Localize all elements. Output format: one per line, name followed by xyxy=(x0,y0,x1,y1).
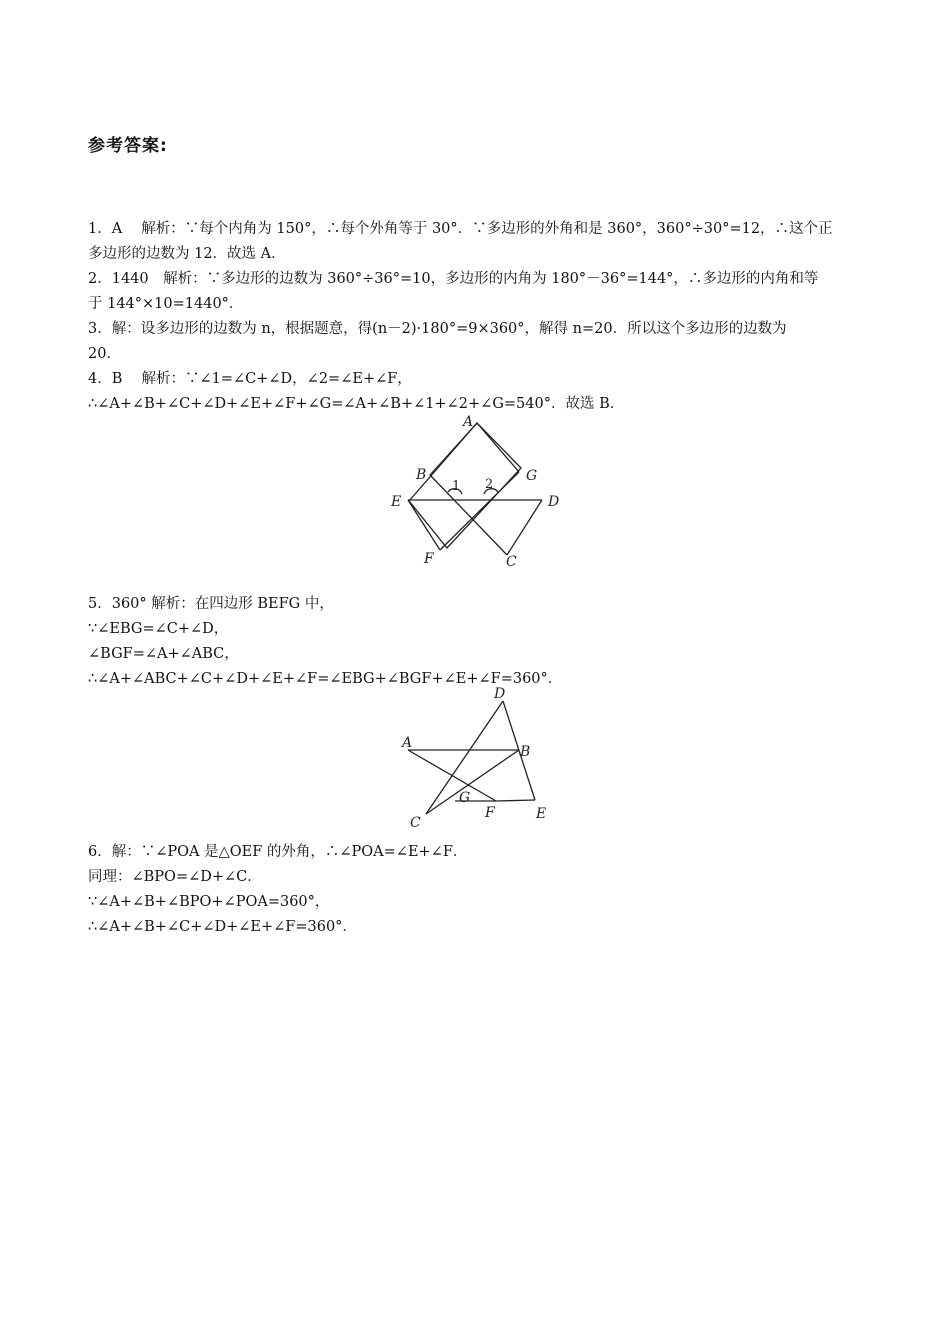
figure-2-star-diagram xyxy=(395,682,560,832)
fig1-label-C: C xyxy=(506,554,517,570)
fig1-label-A: A xyxy=(463,414,474,430)
fig2-label-A: A xyxy=(402,735,413,751)
answer-5-line-1: 5．360° 解析：在四边形 BEFG 中， xyxy=(88,596,334,612)
answer-6-line-4: ∴∠A+∠B+∠C+∠D+∠E+∠F=360°． xyxy=(88,919,357,935)
fig2-label-G: G xyxy=(459,790,471,806)
answer-3-line-2: 20． xyxy=(88,346,121,362)
fig2-label-C: C xyxy=(410,815,421,831)
answer-3-line-1: 3．解：设多边形的边数为 n，根据题意，得(n－2)·180°=9×360°，解得 n=20．所以这个多边形的边数为 xyxy=(88,321,787,337)
answer-2-line-2: 于 144°×10=1440°． xyxy=(88,296,244,312)
answer-6-line-1: 6．解：∵∠POA 是△OEF 的外角，∴∠POA=∠E+∠F． xyxy=(88,844,468,860)
answer-6-line-3: ∵∠A+∠B+∠BPO+∠POA=360°， xyxy=(88,894,330,910)
answer-2-line-1: 2．1440 解析：∵多边形的边数为 360°÷36°=10，多边形的内角为 180°－36°=144°，∴多边形的内角和等 xyxy=(88,271,819,287)
fig2-label-E: E xyxy=(536,806,547,822)
fig1-label-2: 2 xyxy=(485,477,494,492)
figure-1-quad-ABFE xyxy=(409,423,521,548)
answer-5-line-4: ∴∠A+∠ABC+∠C+∠D+∠E+∠F=∠EBG+∠BGF+∠E+∠F=360°． xyxy=(88,671,563,687)
answer-4-line-2: ∴∠A+∠B+∠C+∠D+∠E+∠F+∠G=∠A+∠B+∠1+∠2+∠G=540°．故选 B． xyxy=(88,396,625,412)
answer-4-line-1: 4．B 解析：∵∠1=∠C+∠D，∠2=∠E+∠F， xyxy=(88,371,412,387)
fig1-label-E: E xyxy=(391,494,402,510)
answer-1-line-2: 多边形的边数为 12．故选 A． xyxy=(88,246,286,262)
answer-5-line-2: ∵∠EBG=∠C+∠D， xyxy=(88,621,229,637)
fig1-label-1: 1 xyxy=(452,479,461,494)
fig1-label-G: G xyxy=(526,468,538,484)
figure-1-star-diagram xyxy=(380,410,580,575)
fig1-label-D: D xyxy=(548,494,560,510)
answer-heading: 参考答案: xyxy=(88,136,168,156)
fig1-label-B: B xyxy=(416,467,427,483)
fig1-label-F: F xyxy=(424,551,434,567)
answer-5-line-3: ∠BGF=∠A+∠ABC， xyxy=(88,646,239,662)
fig2-label-D: D xyxy=(494,686,506,702)
answer-1-line-1: 1．A 解析：∵每个内角为 150°，∴每个外角等于 30°．∵多边形的外角和是 360°，360°÷30°=12，∴这个正 xyxy=(88,221,833,237)
fig2-label-F: F xyxy=(485,805,495,821)
fig2-label-B: B xyxy=(520,744,531,760)
answer-6-line-2: 同理：∠BPO=∠D+∠C． xyxy=(88,869,262,885)
